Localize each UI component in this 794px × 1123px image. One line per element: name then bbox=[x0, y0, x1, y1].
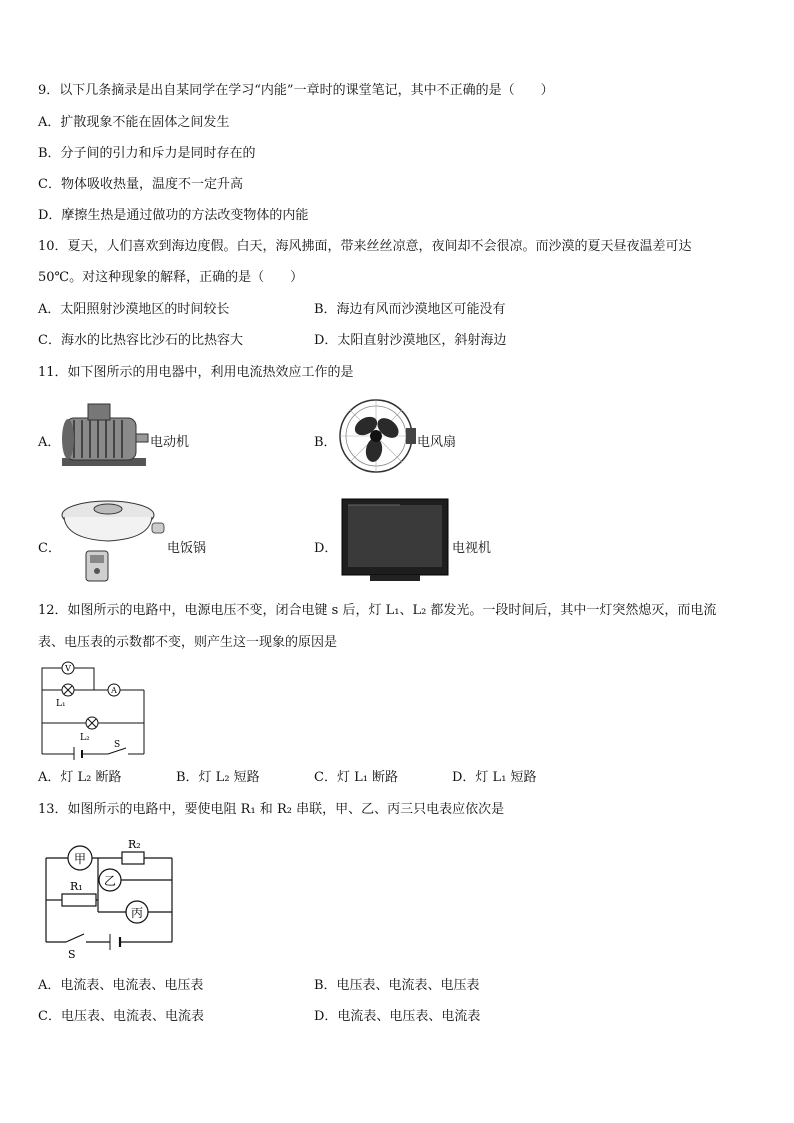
lamp-l2-label: L₂ bbox=[80, 733, 90, 743]
q9-stem: 9．以下几条摘录是出自某同学在学习“内能”一章时的课堂笔记，其中不正确的是（ ） bbox=[38, 83, 554, 98]
q12-stem-line1: 12．如图所示的电路中，电源电压不变，闭合电键 s 后，灯 L₁、L₂ 都发光。一段时间后，其中一灯突然熄灭，而电流 bbox=[38, 603, 717, 618]
q12-option-a: A．灯 L₂ 断路 bbox=[38, 770, 122, 785]
electric-motor-image bbox=[58, 398, 150, 470]
q13-option-d: D．电流表、电压表、电流表 bbox=[314, 1009, 481, 1024]
q11-option-b-letter: B． bbox=[314, 435, 337, 450]
meter-yi-label: 乙 bbox=[103, 874, 117, 888]
q9-option-d: D．摩擦生热是通过做功的方法改变物体的内能 bbox=[38, 208, 309, 223]
q13-option-b: B．电压表、电流表、电压表 bbox=[314, 978, 480, 993]
q11-option-d-name: 电视机 bbox=[452, 541, 492, 556]
q11-option-c-letter: C． bbox=[38, 541, 61, 556]
q11-option-c-name: 电饭锅 bbox=[167, 541, 207, 556]
q12-option-c: C．灯 L₁ 断路 bbox=[314, 770, 399, 785]
voltmeter-label: V bbox=[65, 664, 71, 673]
q11-option-a-name: 电动机 bbox=[150, 435, 190, 450]
q12-option-d: D．灯 L₁ 短路 bbox=[452, 770, 537, 785]
q11-option-b-name: 电风扇 bbox=[417, 435, 457, 450]
q10-stem-line2: 50℃。对这种现象的解释，正确的是（ ） bbox=[38, 270, 304, 285]
q13-circuit-diagram bbox=[40, 834, 180, 958]
q9-option-a: A．扩散现象不能在固体之间发生 bbox=[38, 115, 230, 130]
q11-option-d-letter: D． bbox=[314, 541, 338, 556]
television-image bbox=[340, 497, 452, 585]
q13-option-a: A．电流表、电流表、电压表 bbox=[38, 978, 204, 993]
q12-circuit-diagram bbox=[36, 660, 152, 760]
q10-option-a: A．太阳照射沙漠地区的时间较长 bbox=[38, 302, 230, 317]
q10-stem-line1: 10．夏天，人们喜欢到海边度假。白天，海风拂面，带来丝丝凉意，夜间却不会很凉。而沙漠的夏天昼夜温差可达 bbox=[38, 239, 692, 254]
resistor-r2-label: R₂ bbox=[128, 838, 141, 851]
switch-s-label-q13: S bbox=[68, 948, 76, 958]
meter-jia-label: 甲 bbox=[73, 852, 87, 866]
q9-option-c: C．物体吸收热量，温度不一定升高 bbox=[38, 177, 243, 192]
resistor-r1-label: R₁ bbox=[70, 880, 83, 893]
rice-cooker-image bbox=[58, 495, 170, 583]
electric-fan-image bbox=[338, 398, 418, 478]
q10-option-d: D．太阳直射沙漠地区，斜射海边 bbox=[314, 333, 507, 348]
q10-option-c: C．海水的比热容比沙石的比热容大 bbox=[38, 333, 243, 348]
lamp-l1-label: L₁ bbox=[56, 699, 66, 709]
q11-stem: 11．如下图所示的用电器中，利用电流热效应工作的是 bbox=[38, 365, 354, 380]
q9-option-b: B．分子间的引力和斥力是同时存在的 bbox=[38, 146, 256, 161]
switch-s-label: S bbox=[114, 740, 121, 750]
q12-option-b: B．灯 L₂ 短路 bbox=[176, 770, 260, 785]
meter-bing-label: 丙 bbox=[130, 906, 144, 920]
q11-option-a-letter: A． bbox=[38, 435, 61, 450]
q10-option-b: B．海边有风而沙漠地区可能没有 bbox=[314, 302, 506, 317]
q13-stem: 13．如图所示的电路中，要使电阻 R₁ 和 R₂ 串联，甲、乙、丙三只电表应依次是 bbox=[38, 802, 505, 817]
ammeter-label: A bbox=[111, 686, 117, 695]
q12-stem-line2: 表、电压表的示数都不变，则产生这一现象的原因是 bbox=[38, 635, 338, 650]
q13-option-c: C．电压表、电流表、电流表 bbox=[38, 1009, 204, 1024]
